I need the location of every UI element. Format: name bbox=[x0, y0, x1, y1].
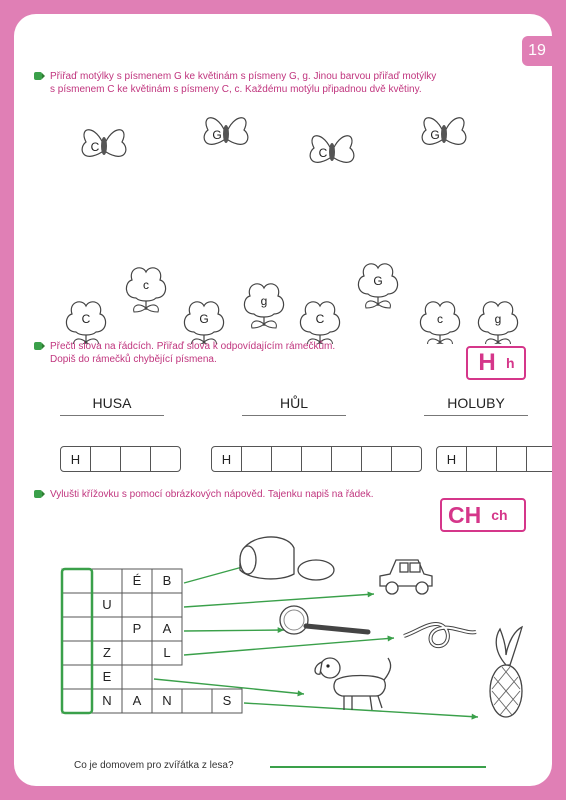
flower-letter: c bbox=[143, 278, 149, 292]
butterfly-letter: C bbox=[318, 146, 328, 160]
crossword-cell[interactable] bbox=[92, 617, 122, 641]
connector-line bbox=[184, 566, 246, 583]
word-underline bbox=[60, 415, 164, 416]
word-underline bbox=[242, 415, 346, 416]
instruction-2: Přečti slova na řádcích. Přiřaď slova k odpovídajícím rámečkům. Dopiš do rámečků chybějící písmena. bbox=[34, 340, 434, 366]
crossword-letter: A bbox=[162, 621, 172, 636]
flower-icon[interactable] bbox=[478, 302, 517, 344]
letter-box[interactable]: H bbox=[212, 447, 242, 471]
connector-line bbox=[184, 638, 394, 655]
crossword-letter: A bbox=[132, 693, 142, 708]
crossword-letter: N bbox=[162, 693, 172, 708]
pineapple-icon bbox=[490, 627, 522, 717]
crossword-cell[interactable] bbox=[62, 617, 92, 641]
letter-box-row[interactable] bbox=[211, 446, 422, 472]
crossword-cell[interactable] bbox=[62, 593, 92, 617]
butterfly-flower-exercise bbox=[14, 104, 552, 344]
butterfly-icon[interactable] bbox=[204, 118, 248, 145]
crossword-cell[interactable] bbox=[122, 665, 152, 689]
car-icon bbox=[380, 560, 432, 594]
crossword-cell[interactable] bbox=[62, 665, 92, 689]
letter-box[interactable] bbox=[467, 447, 497, 471]
flower-icon[interactable] bbox=[126, 268, 165, 312]
crossword-letter: N bbox=[102, 693, 112, 708]
pencil-bullet-icon bbox=[34, 489, 45, 499]
crossword-letter: É bbox=[132, 573, 142, 588]
instruction-1: Přiřaď motýlky s písmenem G ke květinám s písmeny G, g. Jinou barvou přiřaď motýlky s písmenem C ke květinám s písmeny C, c. Každému motýlu připadnou dvě květiny. bbox=[34, 70, 504, 96]
flower-icon[interactable] bbox=[300, 302, 339, 344]
worksheet-page bbox=[14, 14, 552, 786]
pencil-bullet-icon bbox=[34, 71, 45, 81]
connector-arrowhead bbox=[387, 636, 394, 642]
letter-box[interactable] bbox=[527, 447, 552, 471]
instruction-3: Vylušti křížovku s pomocí obrázkových nápověd. Tajenku napiš na řádek. bbox=[34, 488, 434, 501]
butterfly-icon[interactable] bbox=[422, 118, 466, 145]
letter-box[interactable]: H bbox=[61, 447, 91, 471]
pencil-bullet-icon bbox=[34, 341, 45, 351]
badge-upper-letter: H bbox=[478, 349, 496, 376]
crossword-cell[interactable] bbox=[152, 593, 182, 617]
crossword-letter: U bbox=[102, 597, 112, 612]
letter-badge-h bbox=[466, 346, 526, 380]
crossword-letter: E bbox=[102, 669, 112, 684]
crossword-cell[interactable] bbox=[122, 593, 152, 617]
letter-box[interactable] bbox=[151, 447, 180, 471]
crossword-cell[interactable] bbox=[62, 569, 92, 593]
flower-letter: G bbox=[373, 274, 383, 288]
butterfly-letter: C bbox=[90, 140, 100, 154]
letter-box-row[interactable] bbox=[60, 446, 181, 472]
crossword-exercise bbox=[14, 524, 552, 724]
connector-arrowhead bbox=[367, 591, 374, 597]
butterfly-icon[interactable] bbox=[310, 136, 354, 163]
letter-box[interactable] bbox=[91, 447, 121, 471]
crossword-letter: L bbox=[163, 645, 171, 660]
crossword-cell[interactable] bbox=[92, 569, 122, 593]
butterfly-letter: G bbox=[212, 128, 222, 142]
crossword-cell[interactable] bbox=[182, 689, 212, 713]
crossword-cell[interactable] bbox=[62, 641, 92, 665]
crossword-letter: B bbox=[162, 573, 172, 588]
knot-icon bbox=[404, 624, 476, 646]
flower-letter: g bbox=[494, 312, 502, 326]
flower-letter: C bbox=[315, 312, 325, 326]
butterfly-letter: G bbox=[430, 128, 440, 142]
letter-box[interactable]: H bbox=[437, 447, 467, 471]
flower-icon[interactable] bbox=[244, 284, 283, 328]
word-label: HUSA bbox=[92, 395, 132, 411]
answer-line[interactable] bbox=[270, 766, 486, 768]
page-number: 19 bbox=[522, 36, 552, 66]
letter-box[interactable] bbox=[392, 447, 421, 471]
flower-icon[interactable] bbox=[184, 302, 223, 344]
letter-box[interactable] bbox=[332, 447, 362, 471]
flower-letter: g bbox=[260, 294, 268, 308]
crossword-letter: P bbox=[132, 621, 142, 636]
connector-line bbox=[244, 703, 478, 717]
letter-box[interactable] bbox=[497, 447, 527, 471]
badge-lower-letter: h bbox=[506, 355, 515, 371]
letter-box[interactable] bbox=[362, 447, 392, 471]
flower-letter: c bbox=[437, 312, 443, 326]
letter-box[interactable] bbox=[121, 447, 151, 471]
flower-icon[interactable] bbox=[66, 302, 105, 344]
flower-letter: C bbox=[81, 312, 91, 326]
crossword-letter: Z bbox=[103, 645, 111, 660]
word-label: HOLUBY bbox=[447, 395, 505, 411]
butterfly-icon[interactable] bbox=[82, 130, 126, 157]
letter-box[interactable] bbox=[302, 447, 332, 471]
connector-arrowhead bbox=[472, 714, 478, 720]
word-underline bbox=[424, 415, 528, 416]
letter-box[interactable] bbox=[272, 447, 302, 471]
badge-lower-letter: ch bbox=[491, 507, 508, 523]
bread-loaf-icon bbox=[240, 537, 334, 580]
letter-box[interactable] bbox=[242, 447, 272, 471]
flower-icon[interactable] bbox=[358, 264, 397, 308]
dog-icon bbox=[315, 658, 391, 710]
crossword-cell[interactable] bbox=[62, 689, 92, 713]
flower-icon[interactable] bbox=[420, 302, 459, 344]
flower-letter: G bbox=[199, 312, 209, 326]
crossword-cell[interactable] bbox=[122, 641, 152, 665]
connector-line bbox=[184, 594, 374, 607]
word-label: HŮL bbox=[279, 395, 308, 411]
letter-box-row[interactable] bbox=[436, 446, 552, 472]
badge-upper-letter: CH bbox=[448, 501, 482, 528]
connector-line bbox=[184, 630, 284, 631]
crossword-letter: S bbox=[222, 693, 232, 708]
secret-word-question: Co je domovem pro zvířátka z lesa? bbox=[74, 760, 234, 771]
magnifying-glass-icon bbox=[280, 606, 368, 634]
